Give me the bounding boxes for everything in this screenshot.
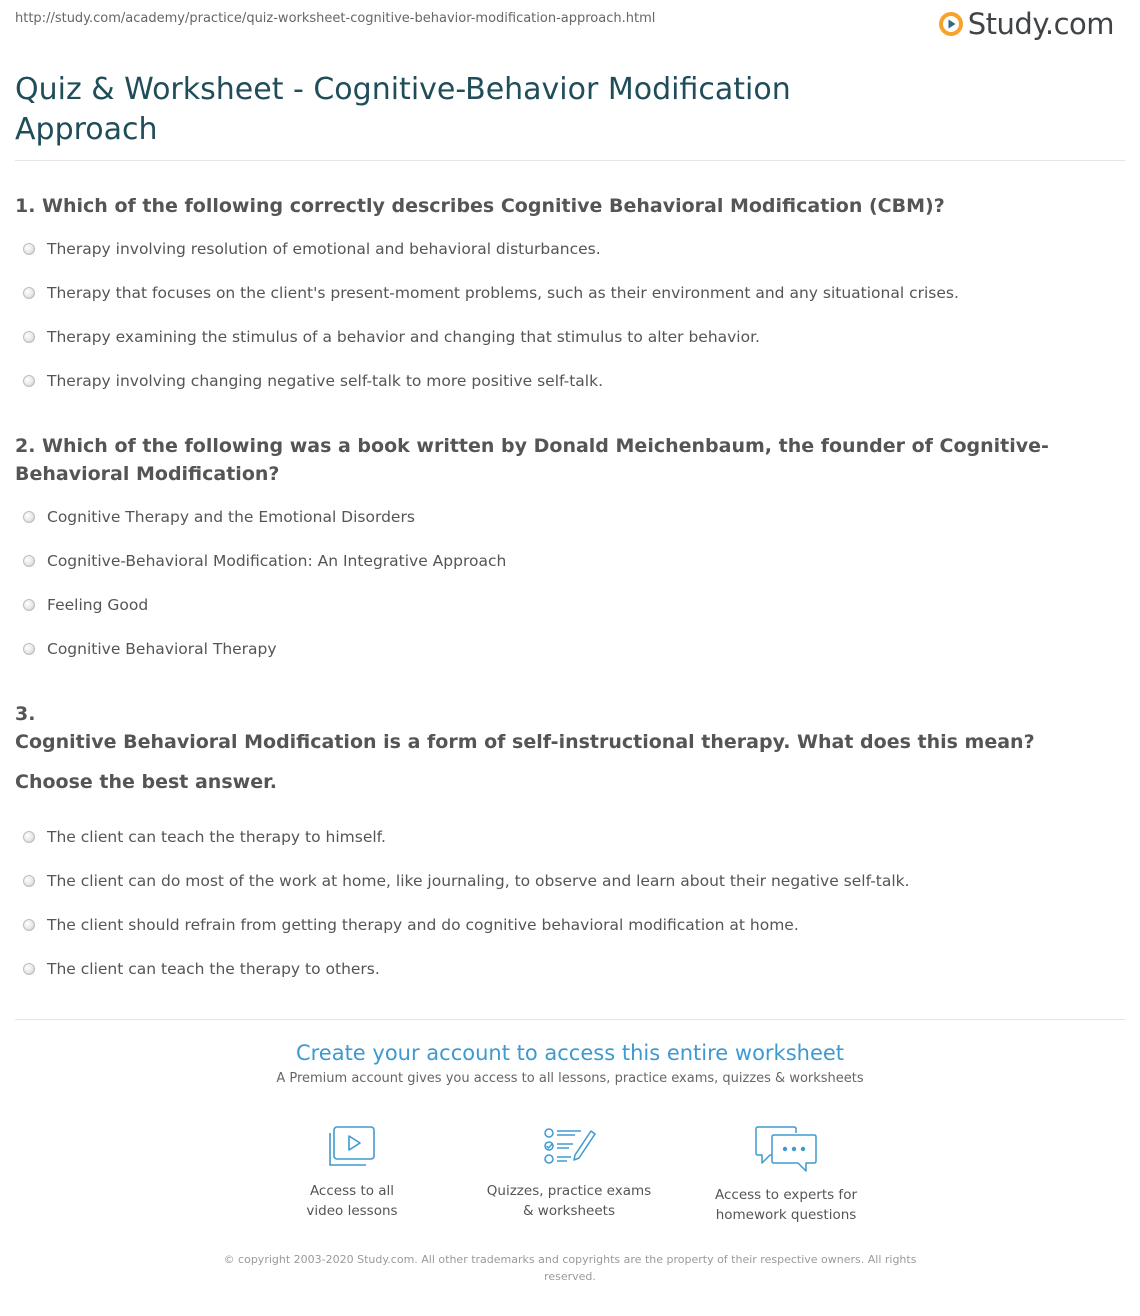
radio-button[interactable]: [23, 511, 35, 523]
answer-label: Cognitive-Behavioral Modification: An Integrative Approach: [47, 552, 507, 570]
answer-label: Cognitive Therapy and the Emotional Disorders: [47, 508, 415, 526]
feature-line: Access to all: [309, 1183, 395, 1199]
feature-experts: [686, 1125, 886, 1225]
answer-label: Therapy examining the stimulus of a behavior and changing that stimulus to alter behavior.: [47, 328, 760, 346]
answer-label: The client can teach the therapy to others.: [47, 960, 380, 978]
radio-button[interactable]: [23, 831, 35, 843]
answer-option[interactable]: [15, 815, 1115, 859]
premium-features: [0, 1125, 1140, 1225]
radio-button[interactable]: [23, 331, 35, 343]
feature-line: & worksheets: [522, 1203, 615, 1219]
answer-label: Therapy involving resolution of emotional and behavioral disturbances.: [47, 240, 601, 258]
radio-button[interactable]: [23, 919, 35, 931]
copyright-notice: © copyright 2003-2020 Study.com. All other trademarks and copyrights are the property of their respective owners. All rights reserved.: [223, 1253, 917, 1283]
page-title: Quiz & Worksheet - Cognitive-Behavior Modification Approach: [15, 72, 791, 147]
radio-button[interactable]: [23, 287, 35, 299]
radio-button[interactable]: [23, 875, 35, 887]
answer-label: Cognitive Behavioral Therapy: [47, 640, 277, 658]
radio-button[interactable]: [23, 555, 35, 567]
feature-video-lessons: [252, 1125, 452, 1221]
answer-label: Feeling Good: [47, 596, 149, 614]
answer-option[interactable]: [15, 859, 1115, 903]
answer-option[interactable]: [15, 583, 1115, 627]
answer-option[interactable]: [15, 539, 1115, 583]
question-3: [15, 700, 1115, 991]
radio-button[interactable]: [23, 243, 35, 255]
feature-line: Access to experts for: [714, 1187, 857, 1203]
answer-option[interactable]: [15, 627, 1115, 671]
answer-option[interactable]: [15, 947, 1115, 991]
answer-option[interactable]: [15, 271, 1115, 315]
answer-label: Therapy involving changing negative self-talk to more positive self-talk.: [47, 372, 604, 390]
answer-option[interactable]: [15, 227, 1115, 271]
answer-label: The client can do most of the work at home, like journaling, to observe and learn about their negative self-talk.: [47, 872, 910, 890]
answer-list: [15, 227, 1115, 403]
question-text: 1. Which of the following correctly describes Cognitive Behavioral Modification (CBM)?: [15, 195, 945, 217]
divider: [15, 1019, 1125, 1020]
answer-option[interactable]: [15, 903, 1115, 947]
radio-button[interactable]: [23, 963, 35, 975]
page-url: http://study.com/academy/practice/quiz-worksheet-cognitive-behavior-modification-approach.html: [15, 11, 656, 26]
question-1: [15, 192, 1115, 403]
answer-list: [15, 815, 1115, 991]
feature-line: video lessons: [306, 1203, 398, 1219]
feature-line: Quizzes, practice exams: [486, 1183, 652, 1199]
answer-option[interactable]: [15, 315, 1115, 359]
question-2: [15, 432, 1115, 671]
feature-line: homework questions: [715, 1207, 857, 1223]
question-number: 3.: [15, 703, 36, 725]
question-text: 2. Which of the following was a book written by Donald Meichenbaum, the founder of Cognitive-Behavioral Modification?: [15, 435, 1049, 485]
video-lesson-icon: [326, 1125, 378, 1171]
answer-label: The client should refrain from getting therapy and do cognitive behavioral modification at home.: [47, 916, 799, 934]
answer-label: Therapy that focuses on the client's present-moment problems, such as their environment and any situational crises.: [47, 284, 959, 302]
play-circle-icon: [938, 11, 964, 37]
premium-cta: [0, 1041, 1140, 1086]
quiz-checklist-icon: [541, 1125, 597, 1171]
question-text: Cognitive Behavioral Modification is a form of self-instructional therapy. What does this mean?: [15, 731, 1035, 753]
answer-option[interactable]: [15, 359, 1115, 403]
answer-label: The client can teach the therapy to himself.: [47, 828, 386, 846]
feature-quizzes: [469, 1125, 669, 1221]
cta-subtitle: A Premium account gives you access to all lessons, practice exams, quizzes & worksheets: [276, 1071, 864, 1086]
answer-option[interactable]: [15, 495, 1115, 539]
study-logo[interactable]: [938, 6, 1114, 42]
chat-bubbles-icon: [754, 1125, 818, 1175]
logo-text: Study.com: [967, 7, 1114, 41]
radio-button[interactable]: [23, 599, 35, 611]
answer-list: [15, 495, 1115, 671]
cta-title-link[interactable]: Create your account to access this entire worksheet: [295, 1041, 845, 1065]
divider: [15, 160, 1125, 161]
radio-button[interactable]: [23, 375, 35, 387]
question-instruction: Choose the best answer.: [15, 771, 277, 793]
radio-button[interactable]: [23, 643, 35, 655]
